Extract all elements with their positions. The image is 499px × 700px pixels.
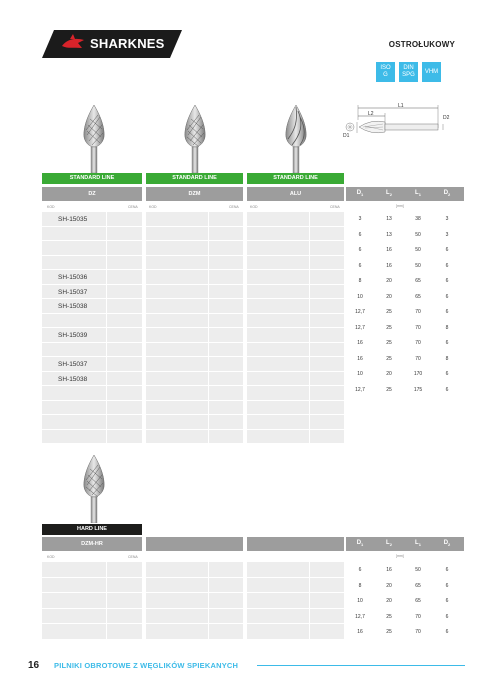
grid1-cell [247,256,309,270]
grid1-cell [310,256,344,270]
grid1-cell [209,343,243,357]
dim-header-l1: $L_1$ [415,190,421,198]
type-header-dzm: DZM [146,187,243,201]
grid1-cell [310,328,344,342]
grid1-cell [247,401,309,415]
dim-header-d1: $D_1$ [356,190,364,198]
grid1-cell [247,212,309,226]
dim-d1-value: 12,7 [355,309,365,315]
dim-l1-value: 170 [413,371,423,377]
dim-d1-value: 16 [357,355,363,362]
badge-iso-line2: G [383,72,388,78]
dimension-row [346,593,464,608]
grid2-cell [310,578,344,593]
grid1-cell [146,241,208,255]
dim-d2-value: 6 [445,371,449,377]
grid2-cell [247,593,309,608]
grid1-cell [209,430,243,444]
line-label-dz: STANDARD LINE [42,173,142,184]
dim-d1-value: 12,7 [355,386,365,393]
dim-d2-value: 6 [445,293,449,300]
grid1-cell [209,227,243,241]
grid1-cell [146,299,208,313]
dim-d1-value: 6 [358,567,362,573]
grid1-cell [107,227,142,241]
standard-badges [376,62,441,82]
dim-l1-value: 70 [415,355,421,362]
grid1-cell [107,314,142,328]
kod-label-alu: KOD [250,205,258,209]
grid1-cell [247,227,309,241]
grid1-cell [146,357,208,371]
dimension-row [346,242,464,257]
dim-l1-value: 70 [415,613,421,620]
dim-d1-value: 6 [358,247,362,253]
grid2-cell [310,609,344,624]
grid1-cell [146,415,208,429]
line-label-alu: STANDARD LINE [247,173,344,184]
dim-l1-value: 175 [413,386,423,393]
grid1-cell [247,386,309,400]
product-code: SH-15037 [58,288,88,296]
kod-label-dzm: KOD [149,205,157,209]
grid2-cell [146,624,208,639]
grid1-cell [310,343,344,357]
grid2-cell [107,562,142,577]
grid2-cell [107,609,142,624]
grid1-cell [310,415,344,429]
dim-d1-value: 12,7 [355,324,365,331]
badge-din-line1: DIN [403,65,414,71]
product-code: SH-15038 [58,303,88,310]
dimension-row [346,578,464,593]
grid1-cell [209,314,243,328]
dim-d2-value: 3 [445,231,449,238]
grid1-cell [310,357,344,371]
dimension-unit-2: [mm] [396,554,404,558]
grid1-cell [107,357,142,371]
grid2-cell [209,624,243,639]
dim-l2-value: 16 [386,247,392,253]
grid1-cell [247,415,309,429]
subheader-alu [247,203,344,211]
product-code: SH-15037 [58,361,88,368]
cena-label-dz: CENA [128,205,138,209]
dim-l1-value: 70 [415,629,421,635]
grid1-cell [247,285,309,299]
category-title: OSTROŁUKOWY [388,40,455,49]
dim-header-l1-2: $L_1$ [415,540,421,548]
dim-l1-value: 50 [415,567,421,573]
grid1-cell [310,212,344,226]
dimension-row [346,211,464,226]
grid1-cell [146,285,208,299]
badge-vhm-line1: VHM [424,68,439,75]
product-code: SH-15036 [58,274,88,281]
grid1-cell [146,270,208,284]
dim-l2-value: 20 [386,371,392,377]
grid2-cell [247,578,309,593]
kod-label-dz: KOD [47,205,55,209]
dim-d2-value: 6 [445,262,449,269]
dim-l2-value: 25 [386,309,392,315]
subheader-dz [42,203,142,211]
grid1-cell [42,401,106,415]
dim-d2-value: 8 [445,355,449,362]
subheader-dzm [146,203,243,211]
page-number: 16 [28,660,40,671]
dim-l1-value: 50 [415,231,421,238]
grid2-cell [146,562,208,577]
dim-d2-value: 6 [445,278,449,284]
grid1-cell [146,372,208,386]
grid1-cell [209,415,243,429]
grid1-cell [42,430,106,444]
dimension-row [346,227,464,242]
dim-l2-value: 25 [386,629,392,635]
dim-l1-value: 65 [415,278,421,284]
product-code: SH-15035 [58,216,88,223]
dim-header-l2: $L_2$ [386,190,392,198]
grid1-cell [209,372,243,386]
dim-l2-value: 16 [386,262,392,269]
grid1-cell [107,328,142,342]
product-code: SH-15038 [58,375,88,383]
dim-l1-value: 65 [415,582,421,589]
dim-d2-value: 6 [445,582,449,589]
grid1-cell [42,256,106,270]
dim-d2-value: 6 [445,613,449,620]
dimension-unit-1: [mm] [396,204,404,208]
dim-d2-value: 6 [445,567,449,573]
grid1-cell [146,328,208,342]
subheader-dzm-hr [42,553,142,561]
dim-l2-value: 13 [386,231,392,238]
badge-din-line2: SPG [402,72,415,78]
dim-l1-value: 70 [415,309,421,315]
dimension-header-2 [346,537,464,551]
grid1-cell [310,270,344,284]
grid1-cell [209,212,243,226]
schematic-label-d1: D1 [343,133,350,139]
grid2-cell [42,609,106,624]
grid1-cell [310,285,344,299]
schematic-label-l1: L1 [398,103,404,109]
dim-d1-value: 16 [357,340,363,346]
grid1-cell [247,299,309,313]
grid1-cell [42,314,106,328]
dim-d2-value: 6 [445,309,449,315]
dim-l2-value: 20 [386,598,392,604]
tool-image-dz [78,105,110,173]
dimension-row [346,382,464,397]
grid2-cell [247,624,309,639]
dim-d2-value: 6 [445,247,449,253]
grid1-cell [107,343,142,357]
badge-vhm [422,62,441,82]
grid2-cell [247,609,309,624]
dim-d1-value: 8 [358,278,362,284]
grid1-cell [247,430,309,444]
grid2-cell [209,609,243,624]
dim-d2-value: 6 [445,629,449,635]
dim-l2-value: 16 [386,567,392,573]
grid2-cell [146,609,208,624]
dim-d2-value: 8 [445,324,449,331]
grid1-cell [310,386,344,400]
dim-header-d1-2: $D_1$ [356,540,364,548]
type-header-dzm-hr: DZM-HR [42,537,142,551]
grid1-cell [209,401,243,415]
grid2-cell [107,578,142,593]
footer-divider [257,665,465,666]
grid2-cell [107,624,142,639]
dim-d1-value: 6 [358,231,362,238]
dim-l2-value: 13 [386,216,392,222]
shark-icon [60,34,86,54]
dim-l2-value: 20 [386,293,392,300]
line-label-hard: HARD LINE [42,524,142,535]
grid1-cell [209,285,243,299]
grid2-cell [310,624,344,639]
type-header-empty-2 [247,537,344,551]
grid1-cell [42,343,106,357]
dimension-row [346,335,464,350]
badge-din [399,62,418,82]
dimension-row [346,562,464,577]
grid1-cell [107,299,142,313]
grid1-cell [107,386,142,400]
grid1-cell [209,386,243,400]
dim-l1-value: 38 [415,216,421,222]
grid2-cell [42,578,106,593]
grid2-cell [107,593,142,608]
type-header-empty-1 [146,537,243,551]
dim-l2-value: 25 [386,386,392,393]
dim-header-l2-2: $L_2$ [386,540,392,548]
grid1-cell [107,241,142,255]
grid1-cell [107,212,142,226]
dimension-row [346,273,464,288]
grid2-cell [42,624,106,639]
dim-l1-value: 50 [415,262,421,269]
grid1-cell [42,241,106,255]
dim-d1-value: 16 [357,629,363,635]
grid1-cell [146,227,208,241]
dimension-row [346,624,464,639]
dim-header-d2-2: $D_2$ [443,540,451,548]
grid1-cell [209,241,243,255]
grid1-cell [247,270,309,284]
dim-d1-value: 12,7 [355,613,365,620]
dim-d1-value: 10 [357,293,363,300]
grid1-cell [247,241,309,255]
dimension-row [346,258,464,273]
grid1-cell [209,357,243,371]
grid2-cell [146,578,208,593]
grid1-cell [209,299,243,313]
grid1-cell [146,430,208,444]
dim-l1-value: 65 [415,293,421,300]
dim-l2-value: 25 [386,324,392,331]
grid1-cell [107,270,142,284]
grid1-cell [247,314,309,328]
grid1-cell [146,314,208,328]
grid2-cell [42,593,106,608]
grid1-cell [42,386,106,400]
badge-iso [376,62,395,82]
dimension-header-1 [346,187,464,201]
dimension-row [346,609,464,624]
grid1-cell [146,401,208,415]
dim-d2-value: 3 [445,216,449,222]
grid1-cell [247,343,309,357]
dim-d1-value: 8 [358,582,362,589]
grid2-cell [310,593,344,608]
grid1-cell [310,430,344,444]
cena-label-dzm: CENA [229,205,239,209]
dimension-row [346,289,464,304]
dim-l2-value: 25 [386,613,392,620]
type-header-dz: DZ [42,187,142,201]
grid1-cell [247,328,309,342]
grid1-cell [42,415,106,429]
dim-l1-value: 50 [415,247,421,253]
grid1-cell [146,212,208,226]
grid1-cell [107,372,142,386]
grid2-cell [146,593,208,608]
dim-l2-value: 25 [386,355,392,362]
grid1-cell [310,299,344,313]
grid1-cell [107,401,142,415]
dim-l1-value: 70 [415,324,421,331]
brand-logo [42,30,182,58]
grid1-cell [310,314,344,328]
grid1-cell [310,401,344,415]
grid1-cell [42,227,106,241]
dimension-row [346,351,464,366]
dim-d1-value: 3 [358,216,362,222]
dim-d1-value: 10 [357,371,363,377]
grid2-cell [209,562,243,577]
grid1-cell [247,372,309,386]
dim-l2-value: 25 [386,340,392,346]
dimension-row [346,366,464,381]
grid1-cell [310,227,344,241]
cena-label-dzm-hr: CENA [128,555,138,559]
dim-d1-value: 6 [358,262,362,269]
dim-header-d2: $D_2$ [443,190,451,198]
tool-image-alu [280,105,312,173]
dim-d1-value: 10 [357,598,363,604]
dimension-row [346,304,464,319]
brand-name: SHARKNES [90,36,165,51]
grid2-cell [42,562,106,577]
grid2-cell [247,562,309,577]
grid1-cell [107,415,142,429]
grid2-cell [209,578,243,593]
dim-l1-value: 70 [415,340,421,346]
dimension-row [346,320,464,335]
dim-d2-value: 6 [445,340,449,346]
type-header-alu: ALU [247,187,344,201]
grid1-cell [146,256,208,270]
grid1-cell [310,241,344,255]
dim-d2-value: 6 [445,386,449,393]
grid1-cell [107,256,142,270]
kod-label-dzm-hr: KOD [47,555,55,559]
tool-image-dzm [179,105,211,173]
grid2-cell [310,562,344,577]
grid1-cell [209,256,243,270]
product-code: SH-15039 [58,332,88,339]
grid1-cell [107,430,142,444]
dim-l2-value: 20 [386,278,392,284]
dim-l1-value: 65 [415,598,421,604]
schematic-label-l2: L2 [368,111,374,117]
dim-d2-value: 6 [445,598,449,604]
grid1-cell [209,328,243,342]
grid1-cell [146,343,208,357]
grid1-cell [146,386,208,400]
tool-schematic [343,100,461,150]
dim-l2-value: 20 [386,582,392,589]
footer-title: PILNIKI OBROTOWE Z WĘGLIKÓW SPIEKANYCH [54,661,239,670]
grid1-cell [209,270,243,284]
grid2-cell [209,593,243,608]
cena-label-alu: CENA [330,205,340,209]
grid1-cell [107,285,142,299]
schematic-label-d2: D2 [443,115,450,121]
grid1-cell [310,372,344,386]
line-label-dzm: STANDARD LINE [146,173,243,184]
grid1-cell [247,357,309,371]
tool-image-dzm-hr [77,455,111,523]
badge-iso-line1: ISO [380,65,391,71]
